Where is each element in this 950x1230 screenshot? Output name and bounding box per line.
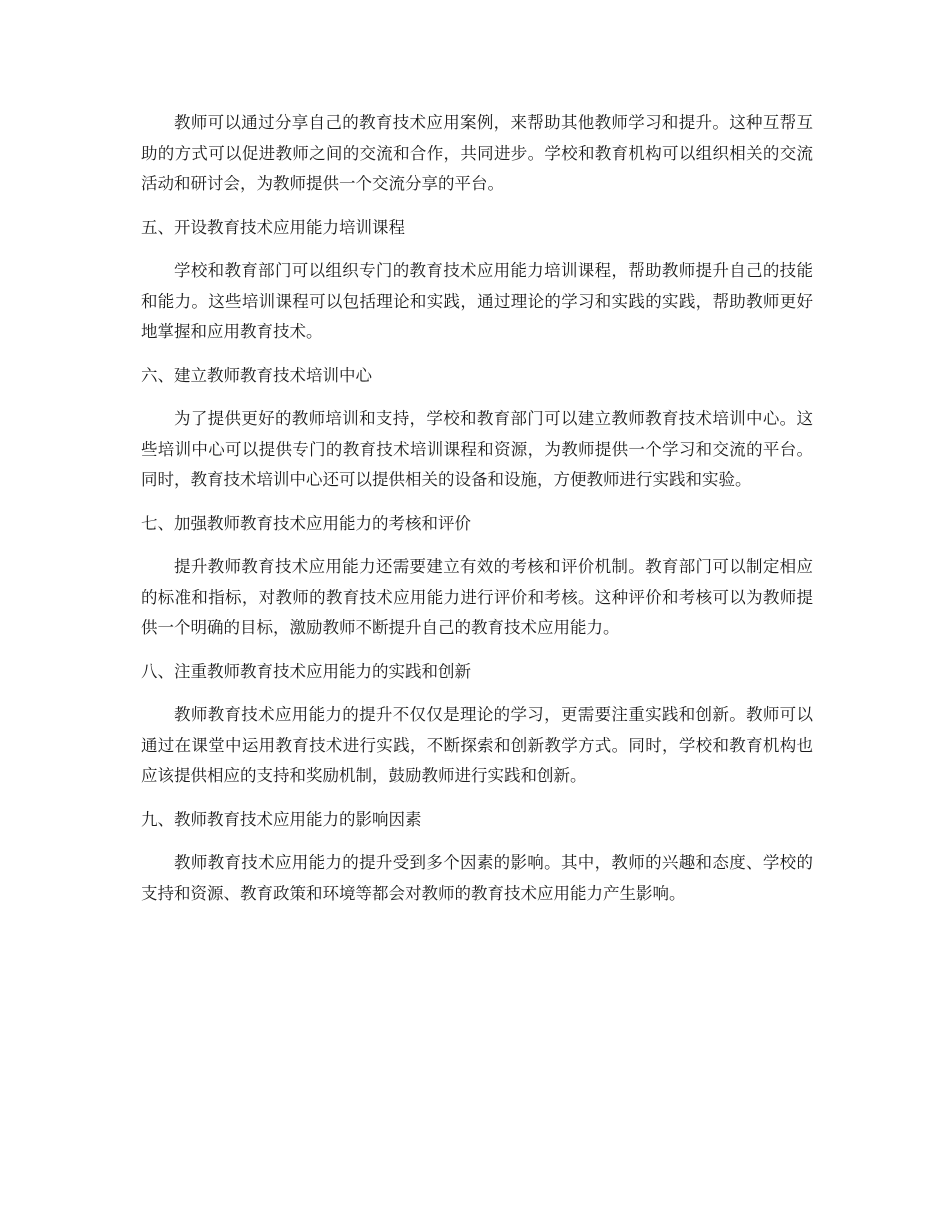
- paragraph-training-center: 为了提供更好的教师培训和支持，学校和教育部门可以建立教师教育技术培训中心。这些培训中心可以提供专门的教育技术培训课程和资源，为教师提供一个学习和交流的平台。同时，教育技术培训中心还可以提供相关的设备和设施，方便教师进行实践和实验。: [141, 409, 813, 489]
- section-heading-6: 六、建立教师教育技术培训中心: [141, 365, 372, 385]
- document-page: [141, 108, 813, 922]
- section-heading-8: 八、注重教师教育技术应用能力的实践和创新: [141, 661, 471, 681]
- paragraph-practice-innovation: 教师教育技术应用能力的提升不仅仅是理论的学习，更需要注重实践和创新。教师可以通过在课堂中运用教育技术进行实践，不断探索和创新教学方式。同时，学校和教育机构也应该提供相应的支持和奖励机制，鼓励教师进行实践和创新。: [141, 705, 813, 785]
- paragraph-assessment: 提升教师教育技术应用能力还需要建立有效的考核和评价机制。教育部门可以制定相应的标准和指标，对教师的教育技术应用能力进行评价和考核。这种评价和考核可以为教师提供一个明确的目标，激励教师不断提升自己的教育技术应用能力。: [141, 557, 813, 637]
- section-heading-7: 七、加强教师教育技术应用能力的考核和评价: [141, 513, 471, 533]
- paragraph-training-courses: 学校和教育部门可以组织专门的教育技术应用能力培训课程，帮助教师提升自己的技能和能力。这些培训课程可以包括理论和实践，通过理论的学习和实践的实践，帮助教师更好地掌握和应用教育技术。: [141, 261, 813, 341]
- paragraph-sharing-cases: 教师可以通过分享自己的教育技术应用案例，来帮助其他教师学习和提升。这种互帮互助的方式可以促进教师之间的交流和合作，共同进步。学校和教育机构可以组织相关的交流活动和研讨会，为教师提供一个交流分享的平台。: [141, 113, 813, 193]
- section-heading-5: 五、开设教育技术应用能力培训课程: [141, 217, 405, 237]
- paragraph-influencing-factors: 教师教育技术应用能力的提升受到多个因素的影响。其中，教师的兴趣和态度、学校的支持和资源、教育政策和环境等都会对教师的教育技术应用能力产生影响。: [141, 853, 813, 903]
- section-heading-9: 九、教师教育技术应用能力的影响因素: [141, 809, 422, 829]
